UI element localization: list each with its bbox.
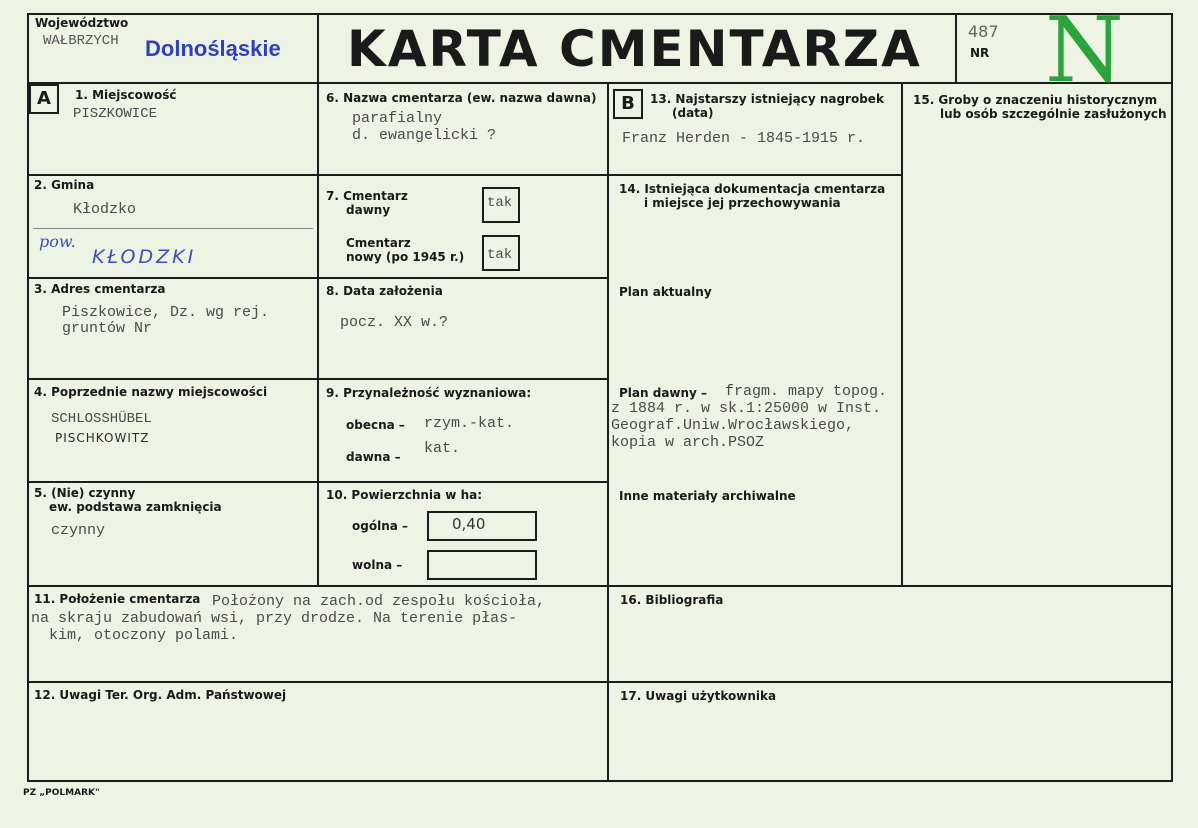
field-10-wolna-box	[427, 550, 537, 580]
footer-printer: PZ „POLMARK"	[23, 788, 100, 798]
h-277	[27, 277, 609, 279]
border-right	[1171, 13, 1173, 781]
h-481	[27, 481, 609, 483]
field-5-value: czynny	[51, 522, 106, 539]
field-17-label: 17. Uwagi użytkownika	[620, 689, 777, 703]
card-title: KARTA CMENTARZA	[347, 20, 922, 78]
field-9-dawna-label: dawna –	[346, 450, 401, 464]
h-586	[27, 585, 1173, 587]
field-7-nowy-value: tak	[487, 247, 513, 263]
field-3-label: 3. Adres cmentarza	[34, 282, 166, 296]
field-14-plan-aktualny: Plan aktualny	[619, 285, 712, 299]
wojewodztwo-stamp: Dolnośląskie	[145, 36, 281, 61]
field-12-label: 12. Uwagi Ter. Org. Adm. Państwowej	[34, 688, 287, 702]
field-14-label-line1: 14. Istniejąca dokumentacja cmentarza	[619, 182, 886, 196]
field-13-label-line2: (data)	[672, 106, 714, 120]
field-9-dawna-value: kat.	[424, 440, 461, 457]
field-5-label-line1: 5. (Nie) czynny	[34, 486, 136, 500]
field-13-value: Franz Herden - 1845-1915 r.	[622, 130, 866, 147]
field-14-plan-dawny-label: Plan dawny –	[619, 386, 708, 400]
field-7-label-line1: 7. Cmentarz	[326, 189, 408, 203]
field-11-label: 11. Położenie cmentarza	[34, 592, 201, 606]
field-6-label: 6. Nazwa cmentarza (ew. nazwa dawna)	[326, 91, 597, 105]
field-3-value-line1: Piszkowice, Dz. wg rej.	[62, 304, 270, 321]
nr-letter: N	[1045, 0, 1124, 103]
field-14-plan-dawny-line3: Geograf.Uniw.Wrocławskiego,	[611, 417, 855, 434]
field-10-ogolna-label: ogólna –	[352, 519, 409, 533]
field-7-label-line2: dawny	[346, 203, 391, 217]
gmina-underline	[33, 228, 313, 229]
nr-label: NR	[970, 46, 990, 60]
field-13-label-line1: 13. Najstarszy istniejący nagrobek	[650, 92, 884, 106]
field-7-nowy-label-line2: nowy (po 1945 r.)	[346, 250, 465, 264]
field-2-value: Kłodzko	[73, 201, 137, 218]
header-v2	[955, 13, 957, 83]
field-15-label-line1: 15. Groby o znaczeniu historycznym	[913, 93, 1158, 107]
field-10-wolna-label: wolna –	[352, 558, 403, 572]
col-v1	[317, 82, 319, 586]
header-bottom-line	[27, 82, 1173, 84]
field-4-label: 4. Poprzednie nazwy miejscowości	[34, 385, 268, 399]
field-1-label: 1. Miejscowość	[75, 88, 177, 102]
field-14-plan-dawny-line2: z 1884 r. w sk.1:25000 w Inst.	[611, 400, 882, 417]
section-b-box: B	[613, 89, 643, 119]
field-10-ogolna-value: 0,40	[452, 515, 486, 533]
field-14-plan-dawny-line1: fragm. mapy topog.	[725, 383, 888, 400]
field-4-value-line2: PISCHKOWITZ	[55, 431, 150, 445]
h-378	[27, 378, 609, 380]
field-6-value-line2: d. ewangelicki ?	[352, 127, 497, 144]
field-16-label: 16. Bibliografia	[620, 593, 724, 607]
field-5-label-line2: ew. podstawa zamknięcia	[49, 500, 222, 514]
field-14-plan-dawny-line4: kopia w arch.PSOZ	[611, 434, 765, 451]
nr-handwritten: 487	[968, 22, 999, 41]
border-left	[27, 13, 29, 781]
border-bottom	[27, 780, 1173, 782]
field-11-value-line3: kim, otoczony polami.	[49, 627, 239, 644]
field-11-value-line1: Położony na zach.od zespołu kościoła,	[212, 593, 546, 610]
field-7-dawny-value: tak	[487, 195, 513, 211]
h-682	[27, 681, 1173, 683]
field-2-label: 2. Gmina	[34, 178, 95, 192]
h-r-174	[607, 174, 903, 176]
field-2-pow-value: KŁODZKI	[92, 246, 197, 268]
field-6-value-line1: parafialny	[352, 110, 443, 127]
wojewodztwo-label: Województwo	[35, 16, 129, 30]
field-9-label: 9. Przynależność wyznaniowa:	[326, 386, 532, 400]
h-174	[27, 174, 609, 176]
field-10-label: 10. Powierzchnia w ha:	[326, 488, 483, 502]
field-4-value-line1: SCHLOSSHÜBEL	[51, 411, 152, 427]
field-15-label-line2: lub osób szczególnie zasłużonych	[940, 107, 1167, 121]
border-top	[27, 13, 1173, 15]
field-8-value: pocz. XX w.?	[340, 314, 449, 331]
field-3-value-line2: gruntów Nr	[62, 320, 153, 337]
field-8-label: 8. Data założenia	[326, 284, 443, 298]
field-9-obecna-value: rzym.-kat.	[424, 415, 515, 432]
section-a-box: A	[29, 84, 59, 114]
header-v1	[317, 13, 319, 83]
col-v3	[901, 82, 903, 586]
col-v2	[607, 82, 609, 780]
field-7-nowy-label-line1: Cmentarz	[346, 236, 411, 250]
field-11-value-line2: na skraju zabudowań wsi, przy drodze. Na terenie płas-	[31, 610, 518, 627]
field-1-value: PISZKOWICE	[73, 106, 158, 122]
field-14-inne: Inne materiały archiwalne	[619, 489, 796, 503]
field-2-pow-label: pow.	[39, 232, 76, 251]
wojewodztwo-typed: WAŁBRZYCH	[43, 33, 119, 49]
field-14-label-line2: i miejsce jej przechowywania	[644, 196, 841, 210]
field-9-obecna-label: obecna –	[346, 418, 405, 432]
